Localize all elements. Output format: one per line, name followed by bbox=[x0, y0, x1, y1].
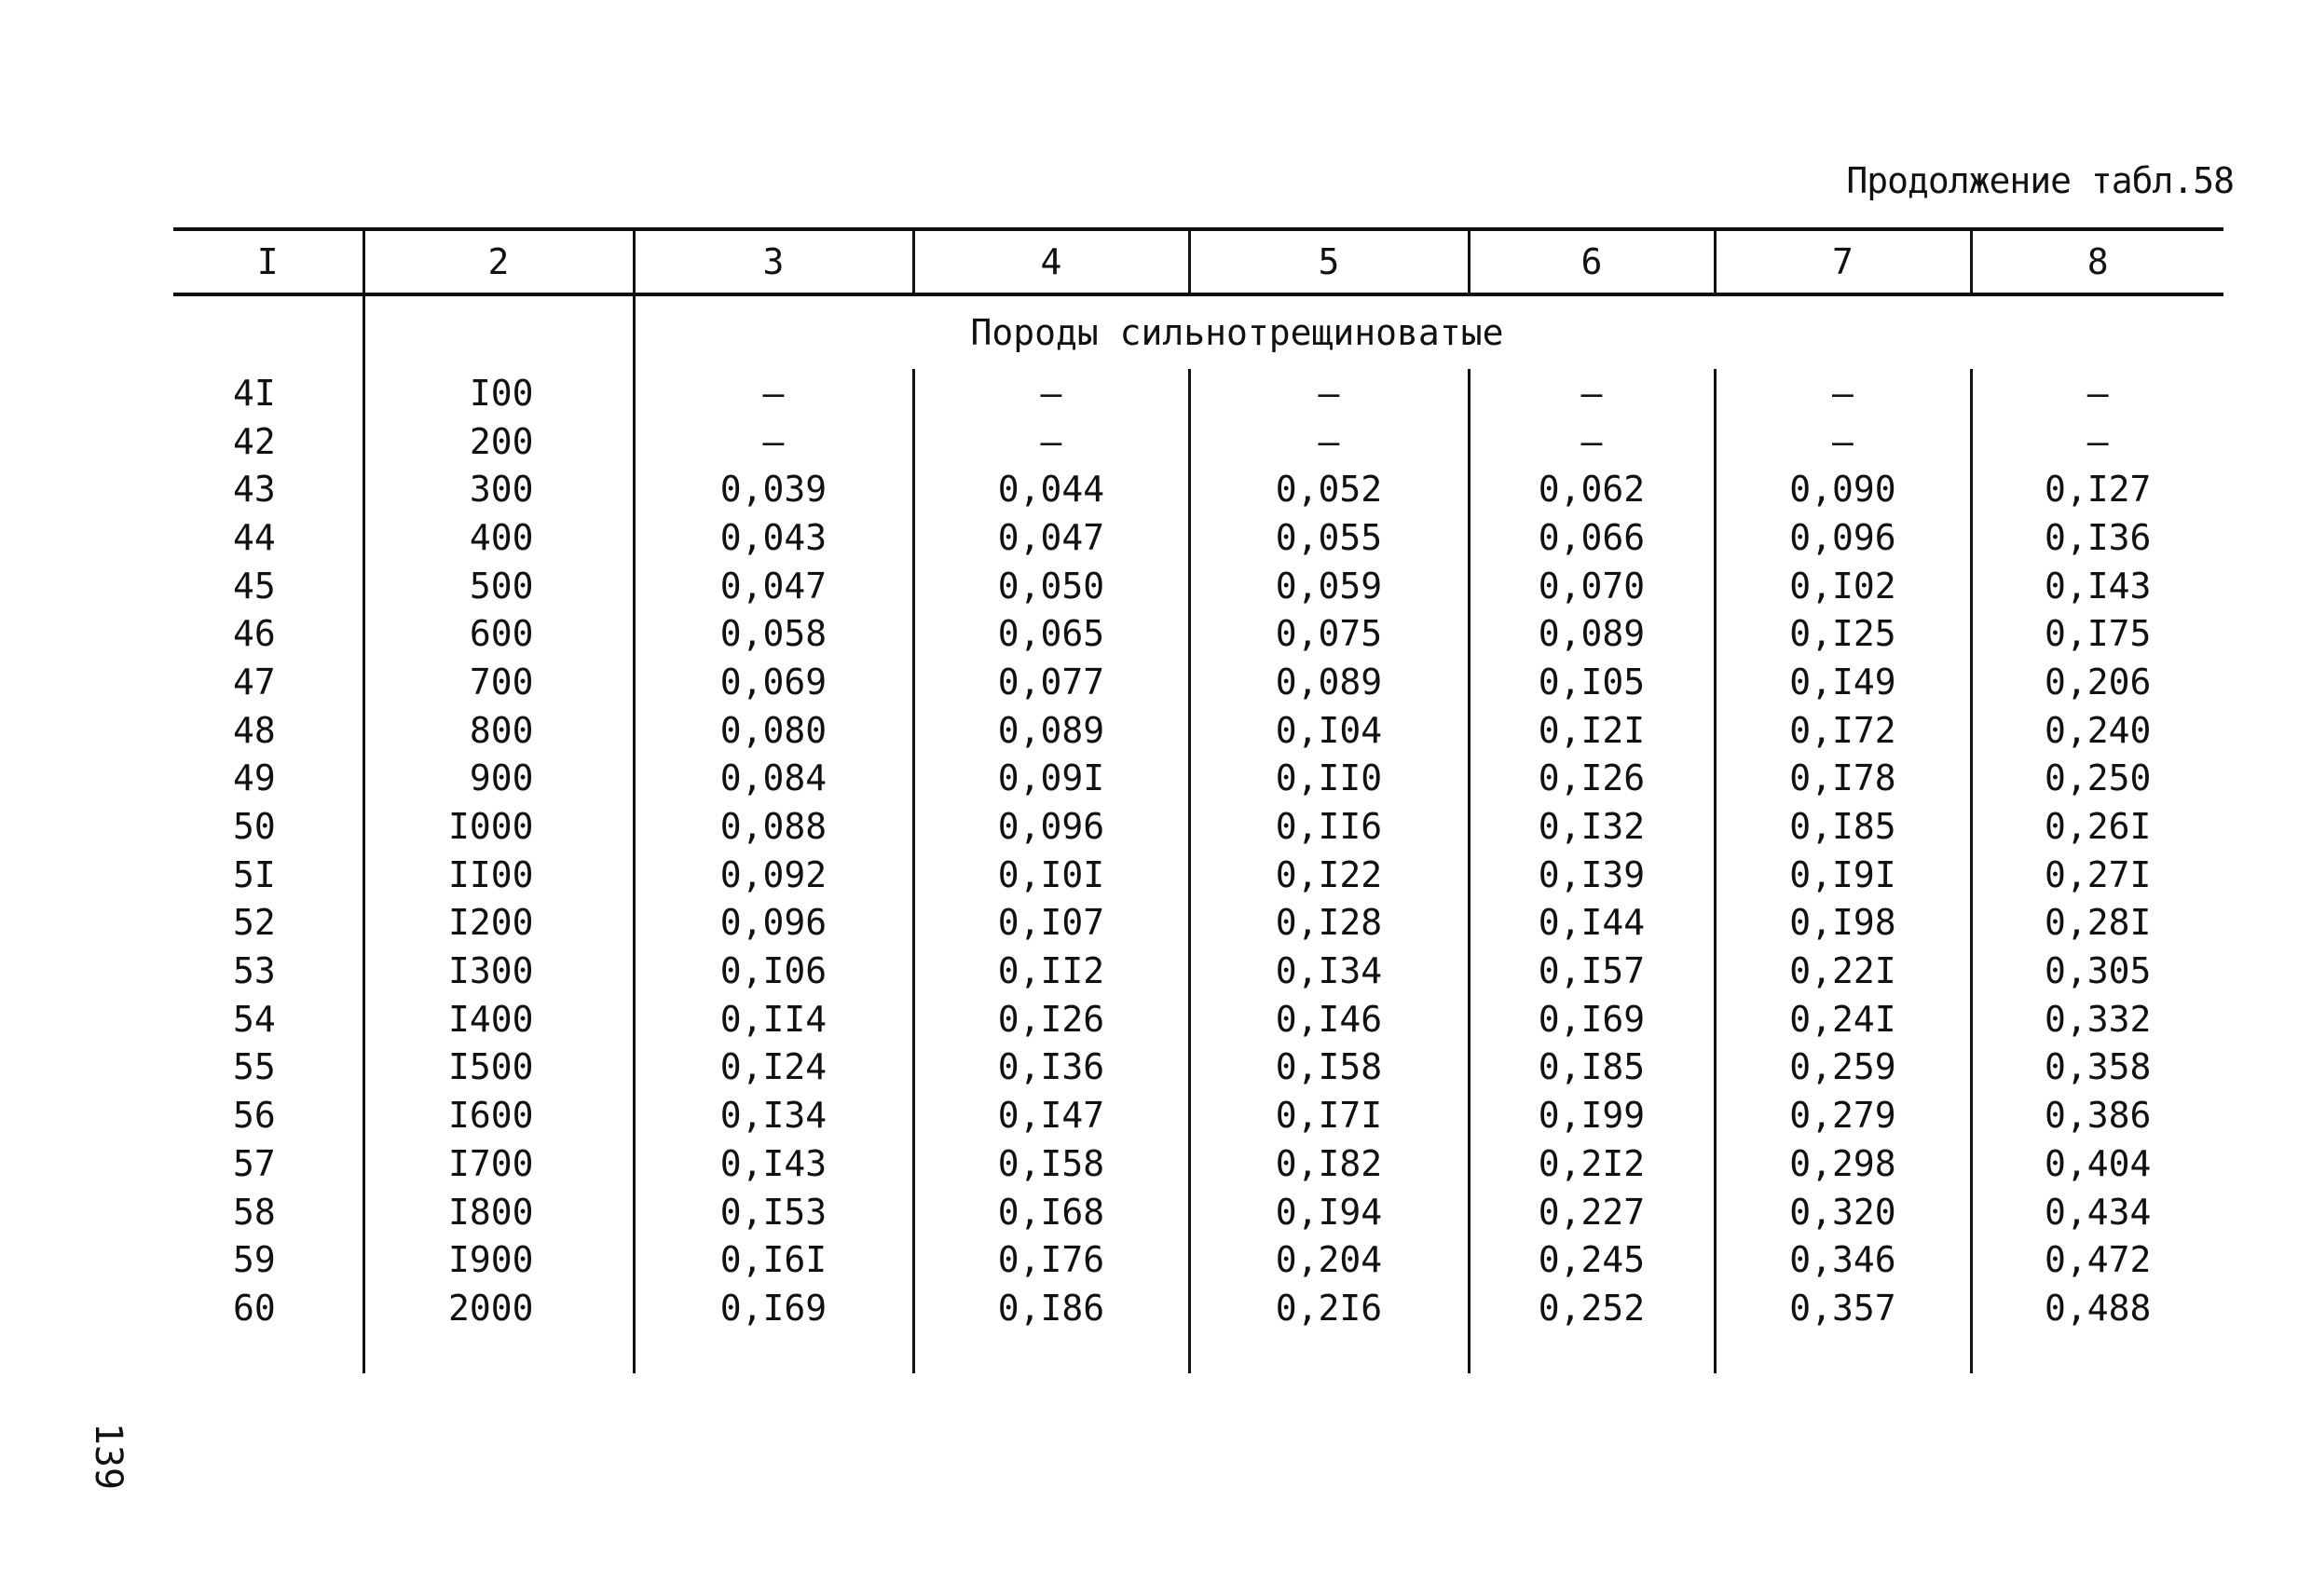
table-cell: 4I bbox=[233, 372, 276, 414]
table-cell: 0,I36 bbox=[1971, 513, 2223, 562]
table-cell: 0,386 bbox=[1971, 1091, 2223, 1139]
column-header: 6 bbox=[1469, 229, 1715, 294]
table-row bbox=[173, 658, 2223, 706]
table-cell: 0,070 bbox=[1469, 562, 1715, 610]
table-row bbox=[173, 755, 2223, 803]
table-cell: – bbox=[1971, 417, 2223, 466]
table-cell: 0,204 bbox=[1189, 1235, 1469, 1284]
table-row bbox=[173, 1139, 2223, 1188]
table-cell: 47 bbox=[233, 661, 276, 703]
table-cell: – bbox=[913, 369, 1189, 417]
table-cell: 0,I06 bbox=[634, 947, 913, 995]
table-cell: 0,II4 bbox=[634, 995, 913, 1044]
table-cell: – bbox=[1715, 369, 1971, 417]
table-cell: 0,346 bbox=[1715, 1235, 1971, 1284]
table-cell: 0,058 bbox=[634, 609, 913, 658]
table-cell: 700 bbox=[363, 658, 634, 706]
table-cell: 0,I07 bbox=[913, 899, 1189, 948]
table-cell: 0,I53 bbox=[634, 1188, 913, 1236]
table-cell: 0,089 bbox=[913, 706, 1189, 755]
table-cell bbox=[634, 1332, 913, 1373]
table-cell: 0,I05 bbox=[1469, 658, 1715, 706]
table-row bbox=[173, 995, 2223, 1044]
table-cell: 52 bbox=[233, 902, 276, 944]
table-cell: 0,2I2 bbox=[1469, 1139, 1715, 1188]
table-cell: 0,I39 bbox=[1469, 851, 1715, 899]
table-cell: 0,I85 bbox=[1469, 1044, 1715, 1092]
table-cell: 0,I7I bbox=[1189, 1091, 1469, 1139]
table-cell: 44 bbox=[233, 516, 276, 558]
table-cell: 500 bbox=[363, 562, 634, 610]
table-cell bbox=[1469, 1332, 1715, 1373]
table-cell: 42 bbox=[233, 420, 276, 462]
table-cell: 0,2I6 bbox=[1189, 1284, 1469, 1332]
table-cell: 0,I86 bbox=[913, 1284, 1189, 1332]
table-cell: 0,I25 bbox=[1715, 609, 1971, 658]
table-cell: 0,227 bbox=[1469, 1188, 1715, 1236]
table-cell: I400 bbox=[363, 995, 634, 1044]
table-cell bbox=[173, 1332, 363, 1373]
column-header: I bbox=[173, 229, 363, 294]
table-row bbox=[173, 1044, 2223, 1092]
table-cell: 0,I26 bbox=[913, 995, 1189, 1044]
table-cell: 0,I32 bbox=[1469, 802, 1715, 851]
table-cell: I00 bbox=[363, 369, 634, 417]
table-cell: 0,24I bbox=[1715, 995, 1971, 1044]
table-row bbox=[173, 851, 2223, 899]
table-cell: 0,062 bbox=[1469, 465, 1715, 513]
table-cell: 0,096 bbox=[913, 802, 1189, 851]
table-cell: 57 bbox=[233, 1142, 276, 1184]
table-row bbox=[173, 1091, 2223, 1139]
table-cell: II00 bbox=[363, 851, 634, 899]
table-cell: I600 bbox=[363, 1091, 634, 1139]
table-cell: 0,I57 bbox=[1469, 947, 1715, 995]
table-cell: 0,I94 bbox=[1189, 1188, 1469, 1236]
table-cell: 60 bbox=[233, 1287, 276, 1329]
header-row bbox=[173, 229, 2223, 294]
column-header: 4 bbox=[913, 229, 1189, 294]
table-cell: 46 bbox=[233, 613, 276, 655]
table-row bbox=[173, 562, 2223, 610]
table-cell: 0,I69 bbox=[1469, 995, 1715, 1044]
table-cell: 0,320 bbox=[1715, 1188, 1971, 1236]
table-cell: 0,II0 bbox=[1189, 755, 1469, 803]
table-cell: 0,I85 bbox=[1715, 802, 1971, 851]
table-cell: 0,052 bbox=[1189, 465, 1469, 513]
table-cell: 0,075 bbox=[1189, 609, 1469, 658]
table-cell: 0,092 bbox=[634, 851, 913, 899]
table-cell: 0,080 bbox=[634, 706, 913, 755]
table-row bbox=[173, 369, 2223, 417]
table-cell: 0,I69 bbox=[634, 1284, 913, 1332]
column-header: 3 bbox=[634, 229, 913, 294]
table-cell bbox=[913, 1332, 1189, 1373]
table-row bbox=[173, 1188, 2223, 1236]
table-cell: 0,I82 bbox=[1189, 1139, 1469, 1188]
table-cell: I900 bbox=[363, 1235, 634, 1284]
table-cell: 0,259 bbox=[1715, 1044, 1971, 1092]
table-cell: 0,472 bbox=[1971, 1235, 2223, 1284]
table-cell: 0,II6 bbox=[1189, 802, 1469, 851]
table-cell: 0,404 bbox=[1971, 1139, 2223, 1188]
table-cell: 0,096 bbox=[1715, 513, 1971, 562]
table-cell: 0,069 bbox=[634, 658, 913, 706]
table-cell bbox=[363, 1332, 634, 1373]
table-caption: Продолжение табл.58 bbox=[1846, 160, 2234, 201]
table-cell: 43 bbox=[233, 469, 276, 511]
table-cell: 0,I36 bbox=[913, 1044, 1189, 1092]
table-cell: 56 bbox=[233, 1095, 276, 1137]
table-cell: 0,279 bbox=[1715, 1091, 1971, 1139]
table-cell: 0,I28 bbox=[1189, 899, 1469, 948]
section-row bbox=[173, 294, 2223, 369]
table-cell: 0,332 bbox=[1971, 995, 2223, 1044]
table-header bbox=[173, 229, 2223, 294]
table-cell: 300 bbox=[363, 465, 634, 513]
table-row bbox=[173, 947, 2223, 995]
table-cell: 0,I47 bbox=[913, 1091, 1189, 1139]
table-cell: 0,059 bbox=[1189, 562, 1469, 610]
table-cell: 0,I76 bbox=[913, 1235, 1189, 1284]
column-header: 2 bbox=[363, 229, 634, 294]
table-cell: 0,358 bbox=[1971, 1044, 2223, 1092]
table-cell: 0,I44 bbox=[1469, 899, 1715, 948]
table-cell: 0,089 bbox=[1189, 658, 1469, 706]
table-cell: – bbox=[1189, 369, 1469, 417]
table-cell: 0,28I bbox=[1971, 899, 2223, 948]
table-cell: 0,I22 bbox=[1189, 851, 1469, 899]
table-cell: 0,22I bbox=[1715, 947, 1971, 995]
table-cell: 0,298 bbox=[1715, 1139, 1971, 1188]
table-cell: 0,050 bbox=[913, 562, 1189, 610]
table-cell: I800 bbox=[363, 1188, 634, 1236]
column-header: 7 bbox=[1715, 229, 1971, 294]
table-cell: 0,I26 bbox=[1469, 755, 1715, 803]
table-cell: 50 bbox=[233, 806, 276, 848]
table-row bbox=[173, 706, 2223, 755]
page-number: 139 bbox=[87, 1422, 130, 1491]
table-cell: 2000 bbox=[363, 1284, 634, 1332]
table-cell: 0,089 bbox=[1469, 609, 1715, 658]
table-cell: 0,I78 bbox=[1715, 755, 1971, 803]
table-cell: 0,I46 bbox=[1189, 995, 1469, 1044]
table-cell: 0,I34 bbox=[634, 1091, 913, 1139]
table-cell: 0,I98 bbox=[1715, 899, 1971, 948]
table-cell: 0,I72 bbox=[1715, 706, 1971, 755]
table-cell bbox=[173, 294, 363, 369]
table-cell bbox=[1715, 1332, 1971, 1373]
table-cell: I300 bbox=[363, 947, 634, 995]
table-cell: 0,I43 bbox=[634, 1139, 913, 1188]
table-cell: 0,084 bbox=[634, 755, 913, 803]
table-row bbox=[173, 802, 2223, 851]
table-row bbox=[173, 1235, 2223, 1284]
spacer-row bbox=[173, 1332, 2223, 1373]
table-cell: 0,039 bbox=[634, 465, 913, 513]
table-cell: 58 bbox=[233, 1191, 276, 1233]
table-cell: 48 bbox=[233, 709, 276, 751]
table-cell: – bbox=[634, 369, 913, 417]
table-cell: 800 bbox=[363, 706, 634, 755]
table-cell: 600 bbox=[363, 609, 634, 658]
table-cell: I500 bbox=[363, 1044, 634, 1092]
table-row bbox=[173, 465, 2223, 513]
table-cell: 0,357 bbox=[1715, 1284, 1971, 1332]
table-cell: 0,I43 bbox=[1971, 562, 2223, 610]
table-cell: 0,I75 bbox=[1971, 609, 2223, 658]
table-cell: 0,055 bbox=[1189, 513, 1469, 562]
table-cell: 0,065 bbox=[913, 609, 1189, 658]
table-cell: 0,240 bbox=[1971, 706, 2223, 755]
table-cell: 0,I0I bbox=[913, 851, 1189, 899]
table-cell: 0,I6I bbox=[634, 1235, 913, 1284]
table-row bbox=[173, 899, 2223, 948]
table-cell: – bbox=[1469, 369, 1715, 417]
table-cell: 0,I49 bbox=[1715, 658, 1971, 706]
table-cell: 0,077 bbox=[913, 658, 1189, 706]
table-cell bbox=[1189, 1332, 1469, 1373]
table-cell: – bbox=[1189, 417, 1469, 466]
table-cell: 0,047 bbox=[634, 562, 913, 610]
table-cell: 0,066 bbox=[1469, 513, 1715, 562]
table-cell: 0,044 bbox=[913, 465, 1189, 513]
table-cell: 54 bbox=[233, 998, 276, 1040]
table-cell: 200 bbox=[363, 417, 634, 466]
table-cell: 0,I04 bbox=[1189, 706, 1469, 755]
table-cell: I000 bbox=[363, 802, 634, 851]
table-cell: – bbox=[1715, 417, 1971, 466]
table-cell: 0,206 bbox=[1971, 658, 2223, 706]
table-cell: – bbox=[1469, 417, 1715, 466]
table-cell: 0,043 bbox=[634, 513, 913, 562]
table-cell: – bbox=[1971, 369, 2223, 417]
table-cell: 55 bbox=[233, 1046, 276, 1088]
table-cell: 0,09I bbox=[913, 755, 1189, 803]
table-cell: 0,I02 bbox=[1715, 562, 1971, 610]
table-cell: – bbox=[913, 417, 1189, 466]
table-cell: 0,I68 bbox=[913, 1188, 1189, 1236]
table-body bbox=[173, 294, 2223, 1373]
table-cell: 0,047 bbox=[913, 513, 1189, 562]
table-cell: 0,27I bbox=[1971, 851, 2223, 899]
table-cell: I200 bbox=[363, 899, 634, 948]
table-cell: 59 bbox=[233, 1239, 276, 1281]
table-cell: 0,245 bbox=[1469, 1235, 1715, 1284]
table-cell: 0,I2I bbox=[1469, 706, 1715, 755]
table-cell: 0,I24 bbox=[634, 1044, 913, 1092]
table-row bbox=[173, 417, 2223, 466]
table-row bbox=[173, 609, 2223, 658]
table-cell: 0,I9I bbox=[1715, 851, 1971, 899]
table-cell: 0,088 bbox=[634, 802, 913, 851]
table-cell: 0,26I bbox=[1971, 802, 2223, 851]
table-row bbox=[173, 513, 2223, 562]
table-cell: 900 bbox=[363, 755, 634, 803]
table-cell bbox=[363, 294, 634, 369]
table-cell: 0,434 bbox=[1971, 1188, 2223, 1236]
table-cell: I700 bbox=[363, 1139, 634, 1188]
table-cell: 0,090 bbox=[1715, 465, 1971, 513]
table-row bbox=[173, 1284, 2223, 1332]
table-cell: 5I bbox=[233, 853, 276, 895]
table-cell: 0,II2 bbox=[913, 947, 1189, 995]
table-cell: 0,I34 bbox=[1189, 947, 1469, 995]
table-cell bbox=[1971, 1332, 2223, 1373]
table-cell: 400 bbox=[363, 513, 634, 562]
table-cell: 0,096 bbox=[634, 899, 913, 948]
section-title: Породы сильнотрещиноватые bbox=[634, 294, 2223, 369]
table-cell: 0,305 bbox=[1971, 947, 2223, 995]
table-cell: 45 bbox=[233, 565, 276, 607]
table-cell: 0,I58 bbox=[913, 1139, 1189, 1188]
table-cell: – bbox=[634, 417, 913, 466]
table-cell: 0,250 bbox=[1971, 755, 2223, 803]
table-cell: 0,I27 bbox=[1971, 465, 2223, 513]
column-header: 8 bbox=[1971, 229, 2223, 294]
table-cell: 0,I99 bbox=[1469, 1091, 1715, 1139]
table-cell: 0,252 bbox=[1469, 1284, 1715, 1332]
data-table bbox=[173, 227, 2223, 1373]
table-cell: 49 bbox=[233, 757, 276, 799]
column-header: 5 bbox=[1189, 229, 1469, 294]
table-cell: 0,488 bbox=[1971, 1284, 2223, 1332]
table-cell: 0,I58 bbox=[1189, 1044, 1469, 1092]
table-cell: 53 bbox=[233, 950, 276, 992]
